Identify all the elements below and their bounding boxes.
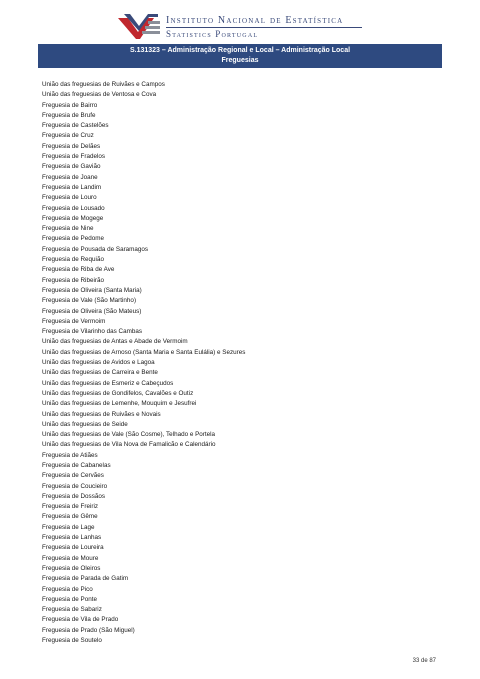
logo-line2: Statistics Portugal xyxy=(166,29,259,40)
list-item: Freguesia de Sabariz xyxy=(42,606,102,614)
section-banner xyxy=(38,44,442,68)
list-item: Freguesia de Vermoim xyxy=(42,317,106,325)
logo-text xyxy=(166,15,362,39)
list-item: Freguesia de Oliveira (Santa Maria) xyxy=(42,286,142,294)
list-item: União das freguesias de Lemenhe, Mouquim e Jesufrei xyxy=(42,400,197,408)
list-item: Freguesia de Louro xyxy=(42,194,97,202)
list-item: Freguesia de Gême xyxy=(42,513,98,521)
list-item: Freguesia de Cruz xyxy=(42,132,94,140)
list-item: Freguesia de Lanhas xyxy=(42,534,102,542)
list-item: Freguesia de Riba de Ave xyxy=(42,266,115,274)
list-item: Freguesia de Pousada de Saramagos xyxy=(42,245,149,253)
list-item: Freguesia de Oliveira (São Mateus) xyxy=(42,307,142,315)
list-item: Freguesia de Freiriz xyxy=(42,503,98,511)
list-item: Freguesia de Landim xyxy=(42,183,102,191)
list-item: Freguesia de Gavião xyxy=(42,163,101,171)
list-item: Freguesia de Mogege xyxy=(42,214,104,222)
list-item: Freguesia de Lousado xyxy=(42,204,105,212)
list-item: Freguesia de Bairro xyxy=(42,101,98,109)
list-item: Freguesia de Nine xyxy=(42,225,94,233)
list-item: Freguesia de Pedome xyxy=(42,235,104,243)
list-item: Freguesia de Dossãos xyxy=(42,492,106,500)
list-item: Freguesia de Joane xyxy=(42,173,98,181)
list-item: União das freguesias de Esmeriz e Cabeçudos xyxy=(42,379,174,387)
list-item: União das freguesias de Ruivães e Campos xyxy=(42,81,165,88)
list-item: União das freguesias de Arnoso (Santa Maria e Santa Eulália) e Sezures xyxy=(42,348,246,356)
list-item: União das freguesias de Vale (São Cosme), Telhado e Portela xyxy=(42,431,216,439)
page-number: 33 de 87 xyxy=(412,658,436,664)
list-item: Freguesia de Parada de Gatim xyxy=(42,575,129,583)
ine-logo-mark-icon xyxy=(118,12,162,42)
list-item: Freguesia de Castelões xyxy=(42,122,109,130)
list-item: União das freguesias de Seide xyxy=(42,420,128,428)
list-item: Freguesia de Lage xyxy=(42,523,95,531)
list-item: Freguesia de Coucieiro xyxy=(42,482,108,490)
list-item: União das freguesias de Antas e Abade de Vermoim xyxy=(42,338,188,346)
list-item: Freguesia de Moure xyxy=(42,554,99,562)
list-item: Freguesia de Vale (São Martinho) xyxy=(42,297,137,305)
list-item: Freguesia de Brufe xyxy=(42,111,96,119)
list-item: Freguesia de Oleiros xyxy=(42,564,101,572)
list-item: União das freguesias de Gondifelos, Cavalões e Outiz xyxy=(42,389,194,397)
list-item: Freguesia de Fradelos xyxy=(42,153,106,161)
list-item: Freguesia de Prado (São Miguel) xyxy=(42,626,135,634)
list-item: Freguesia de Soutelo xyxy=(42,637,102,645)
list-item: Freguesia de Cabanelas xyxy=(42,461,111,469)
list-item: Freguesia de Requião xyxy=(42,256,104,264)
list-item: Freguesia de Delães xyxy=(42,142,101,150)
list-item: União das freguesias de Ruivães e Novais xyxy=(42,410,161,418)
list-item: União das freguesias de Carreira e Bente xyxy=(42,369,158,377)
ine-logo xyxy=(118,12,368,44)
list-item: Freguesia de Cervães xyxy=(42,472,104,480)
list-item: Freguesia de Ribeirão xyxy=(42,276,104,284)
freguesias-list xyxy=(42,80,245,646)
logo-line1: Instituto Nacional de Estatística xyxy=(166,15,344,26)
banner-subtitle: Freguesias xyxy=(221,57,259,64)
banner-title: S.131323 – Administração Regional e Local – Administração Local xyxy=(129,47,351,54)
list-item: Freguesia de Vila de Prado xyxy=(42,616,119,624)
list-item: União das freguesias de Avidos e Lagoa xyxy=(42,359,155,367)
list-item: Freguesia de Atiães xyxy=(42,451,98,459)
logo-divider xyxy=(166,27,362,28)
list-item: União das freguesias de Ventosa e Cova xyxy=(42,91,157,99)
list-item: Freguesia de Vilarinho das Cambas xyxy=(42,328,142,336)
list-item: Freguesia de Loureira xyxy=(42,544,104,552)
list-item: União das freguesias de Vila Nova de Famalicão e Calendário xyxy=(42,441,216,449)
list-item: Freguesia de Pico xyxy=(42,585,93,593)
list-item: Freguesia de Ponte xyxy=(42,595,97,603)
